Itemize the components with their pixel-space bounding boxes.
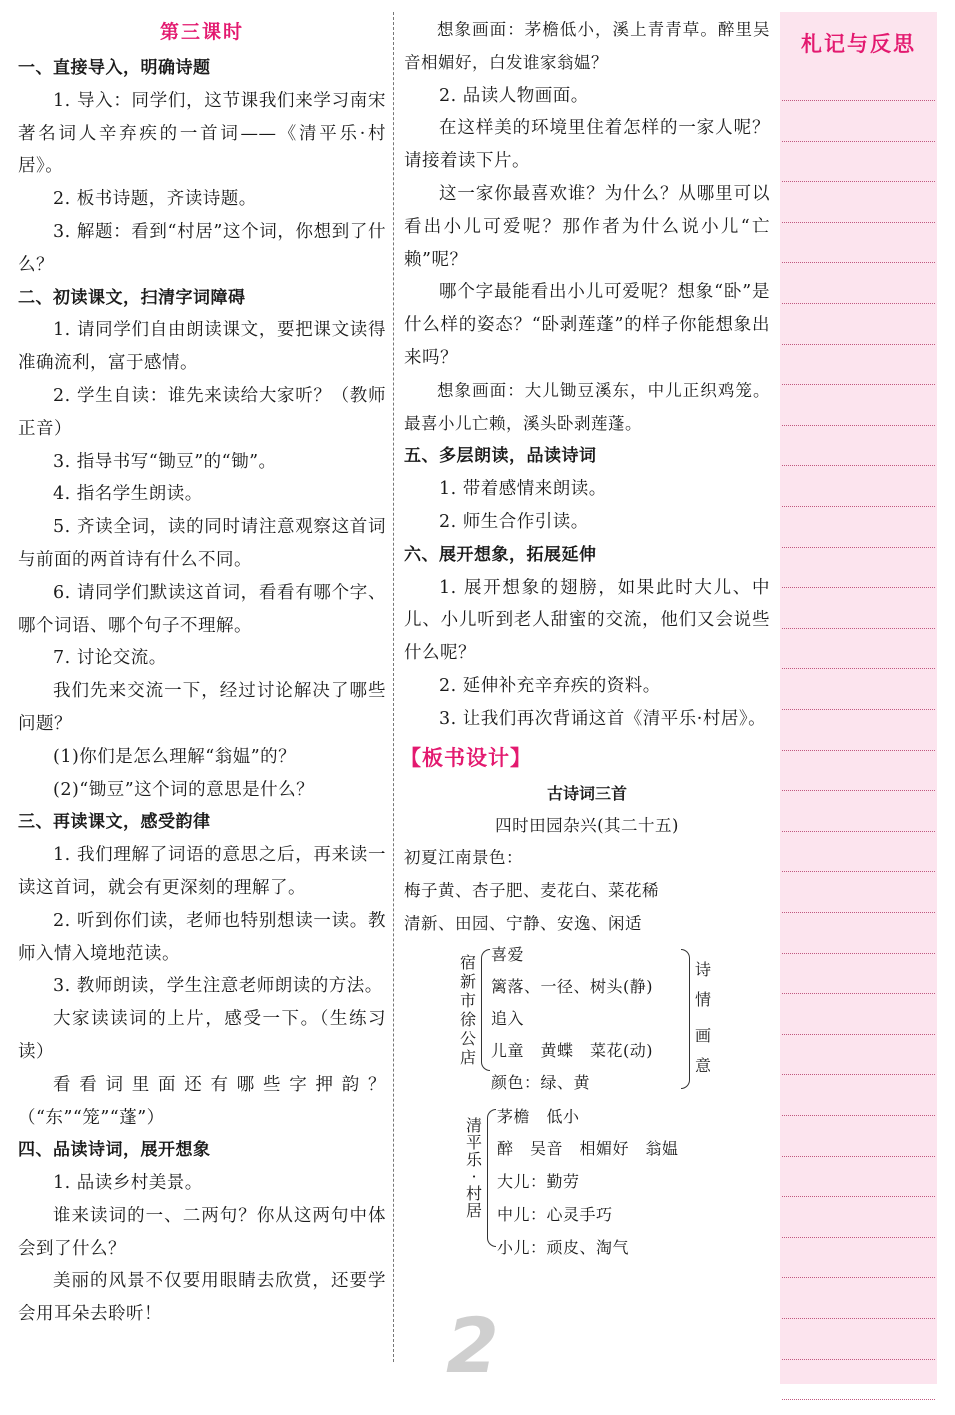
paragraph: 1. 带着感情来朗读。 (439, 479, 607, 500)
section-heading: 三、再读课文，感受韵律 (18, 812, 211, 833)
paragraph: (2)“锄豆”这个词的意思是什么？ (53, 779, 315, 800)
lesson-title: 第三课时 (159, 21, 244, 43)
board-item: 醉 吴音 相媚好 翁媪 (497, 1138, 679, 1158)
paragraph: 1. 品读乡村美景。 (53, 1173, 203, 1194)
notes-line (782, 384, 935, 385)
board-subtitle: 四时田园杂兴(其二十五) (495, 815, 679, 835)
paragraph: 1. 请同学们自由朗读课文，要把课文读得准确流利，富于感情。 (18, 320, 386, 374)
board-line: 梅子黄、杏子肥、麦花白、菜花稀 (404, 881, 659, 901)
paragraph: 在这样美的环境里住着怎样的一家人呢？请接着读下片。 (404, 118, 770, 172)
notes-line (782, 141, 935, 142)
poem1-label: 宿新市徐公店 (459, 952, 476, 1067)
notes-line (782, 871, 935, 872)
notes-line (782, 1399, 935, 1400)
notes-line (782, 1156, 935, 1157)
paragraph: 3. 解题：看到“村居”这个词，你想到了什么？ (18, 221, 386, 275)
notes-line (782, 587, 935, 588)
notes-line (782, 790, 935, 791)
notes-line (782, 912, 935, 913)
imagine-paragraph: 想象画面：茅檐低小，溪上青青草。醉里吴音相媚好，白发谁家翁媪？ (404, 20, 770, 72)
board-item: 中儿：心灵手巧 (497, 1204, 613, 1224)
paragraph: 1. 导入：同学们，这节课我们来学习南宋著名词人辛弃疾的一首词——《清平乐·村居》。 (18, 90, 386, 177)
notes-line (782, 1318, 935, 1319)
section-heading: 五、多层朗读，品读诗词 (404, 446, 597, 467)
paragraph: 3. 教师朗读，学生注意老师朗读的方法。 (53, 976, 383, 997)
board-item: 小儿：顽皮、淘气 (497, 1237, 630, 1257)
notes-line (782, 993, 935, 994)
board-item: 喜爱 (491, 944, 525, 964)
board-item: 颜色：绿、黄 (491, 1072, 591, 1092)
section-heading: 一、直接导入，明确诗题 (18, 58, 211, 78)
notes-line (782, 181, 935, 182)
notes-line (782, 668, 935, 669)
column-divider (393, 12, 394, 1362)
notes-line (782, 750, 935, 751)
notes-line (782, 344, 935, 345)
left-brace (487, 1109, 496, 1247)
poem1-right-label: 诗情 (694, 959, 711, 1009)
paragraph: 3. 指导书写“锄豆”的“锄”。 (53, 451, 277, 472)
paragraph: 2. 师生合作引读。 (439, 511, 589, 532)
paragraph: 3. 让我们再次背诵这首《清平乐·村居》。 (439, 708, 767, 729)
page-number: 2 (446, 1301, 499, 1390)
paragraph: 美丽的风景不仅要用眼睛去欣赏，还要学会用耳朵去聆听！ (18, 1271, 386, 1325)
poem1-right-label: 画意 (694, 1025, 711, 1075)
paragraph: 这一家你最喜欢谁？为什么？从哪里可以看出小儿可爱呢？那作者为什么说小儿“亡赖”呢？ (404, 183, 770, 270)
middle-column (400, 14, 770, 1257)
poem2-label: 清平乐·村居 (465, 1115, 482, 1220)
paragraph: 6. 请同学们默读这首词，看看有哪个字、哪个词语、哪个句子不理解。 (18, 582, 386, 636)
notes-title: 札记与反思 (801, 32, 916, 56)
paragraph: 2. 板书诗题，齐读诗题。 (53, 189, 257, 210)
board-item: 儿童 黄蝶 菜花(动) (491, 1040, 653, 1060)
notes-line (782, 1115, 935, 1116)
notes-line (782, 1237, 935, 1238)
imagine-paragraph: 想象画面：大儿锄豆溪东，中儿正织鸡笼。最喜小儿亡赖，溪头卧剥莲蓬。 (404, 380, 770, 433)
board-design-title: 【板书设计】 (400, 745, 532, 770)
notes-line (782, 1277, 935, 1278)
section-heading: 四、品读诗词，展开想象 (18, 1140, 211, 1161)
right-brace (681, 949, 690, 1089)
section-heading: 二、初读课文，扫清字词障碍 (18, 287, 246, 308)
notes-line (782, 831, 935, 832)
paragraph: 2. 品读人物画面。 (439, 85, 589, 106)
left-column (18, 14, 386, 1331)
paragraph: (1)你们是怎么理解“翁媪”的？ (53, 746, 297, 767)
notes-line (782, 465, 935, 466)
notes-line (782, 425, 935, 426)
notes-column (780, 12, 937, 1384)
paragraph: 2. 听到你们读，老师也特别想读一读。教师入情入境地范读。 (18, 910, 386, 964)
paragraph: 7. 讨论交流。 (53, 648, 167, 669)
notes-line (782, 547, 935, 548)
notes-line (782, 953, 935, 954)
paragraph: 1. 展开想象的翅膀，如果此时大儿、中儿、小儿听到老人甜蜜的交流，他们又会说些什么呢？ (404, 577, 770, 664)
paragraph: 哪个字最能看出小儿可爱呢？想象“卧”是什么样的姿态？“卧剥莲蓬”的样子你能想象出来吗？ (404, 282, 770, 368)
paragraph: 我们先来交流一下，经过讨论解决了哪些问题？ (18, 681, 386, 734)
left-brace (481, 949, 490, 1071)
notes-line (782, 262, 935, 263)
notes-line (782, 1196, 935, 1197)
board-item: 茅檐 低小 (497, 1106, 580, 1126)
paragraph: 4. 指名学生朗读。 (53, 484, 203, 505)
notes-line (782, 100, 935, 101)
board-diagram (404, 941, 770, 1257)
paragraph: 看看词里面还有哪些字押韵？（“东”“笼”“蓬”） (18, 1074, 386, 1128)
board-item: 大儿：勤劳 (497, 1171, 580, 1191)
board-line: 初夏江南景色： (404, 848, 523, 868)
board-item: 篱落、一径、树头(静) (491, 976, 653, 996)
section-heading: 六、展开想象，拓展延伸 (404, 544, 597, 565)
notes-line (782, 506, 935, 507)
paragraph: 2. 学生自读：谁先来读给大家听？（教师正音） (18, 385, 386, 439)
notes-line (782, 222, 935, 223)
paragraph: 谁来读词的一、二两句？你从这两句中体会到了什么？ (18, 1205, 386, 1259)
notes-line (782, 628, 935, 629)
paragraph: 大家读读词的上片，感受一下。（生练习读） (18, 1009, 386, 1062)
paragraph: 5. 齐读全词，读的同时请注意观察这首词与前面的两首诗有什么不同。 (18, 517, 386, 570)
notes-line (782, 303, 935, 304)
board-item: 追入 (491, 1008, 525, 1028)
notes-line (782, 709, 935, 710)
paragraph: 2. 延伸补充辛弃疾的资料。 (439, 675, 661, 696)
board-title: 古诗词三首 (546, 783, 627, 803)
paragraph: 1. 我们理解了词语的意思之后，再来读一读这首词，就会有更深刻的理解了。 (18, 845, 386, 898)
board-line: 清新、田园、宁静、安逸、闲适 (404, 913, 642, 933)
notes-line (782, 1359, 935, 1360)
notes-line (782, 1074, 935, 1075)
notes-line (782, 1034, 935, 1035)
